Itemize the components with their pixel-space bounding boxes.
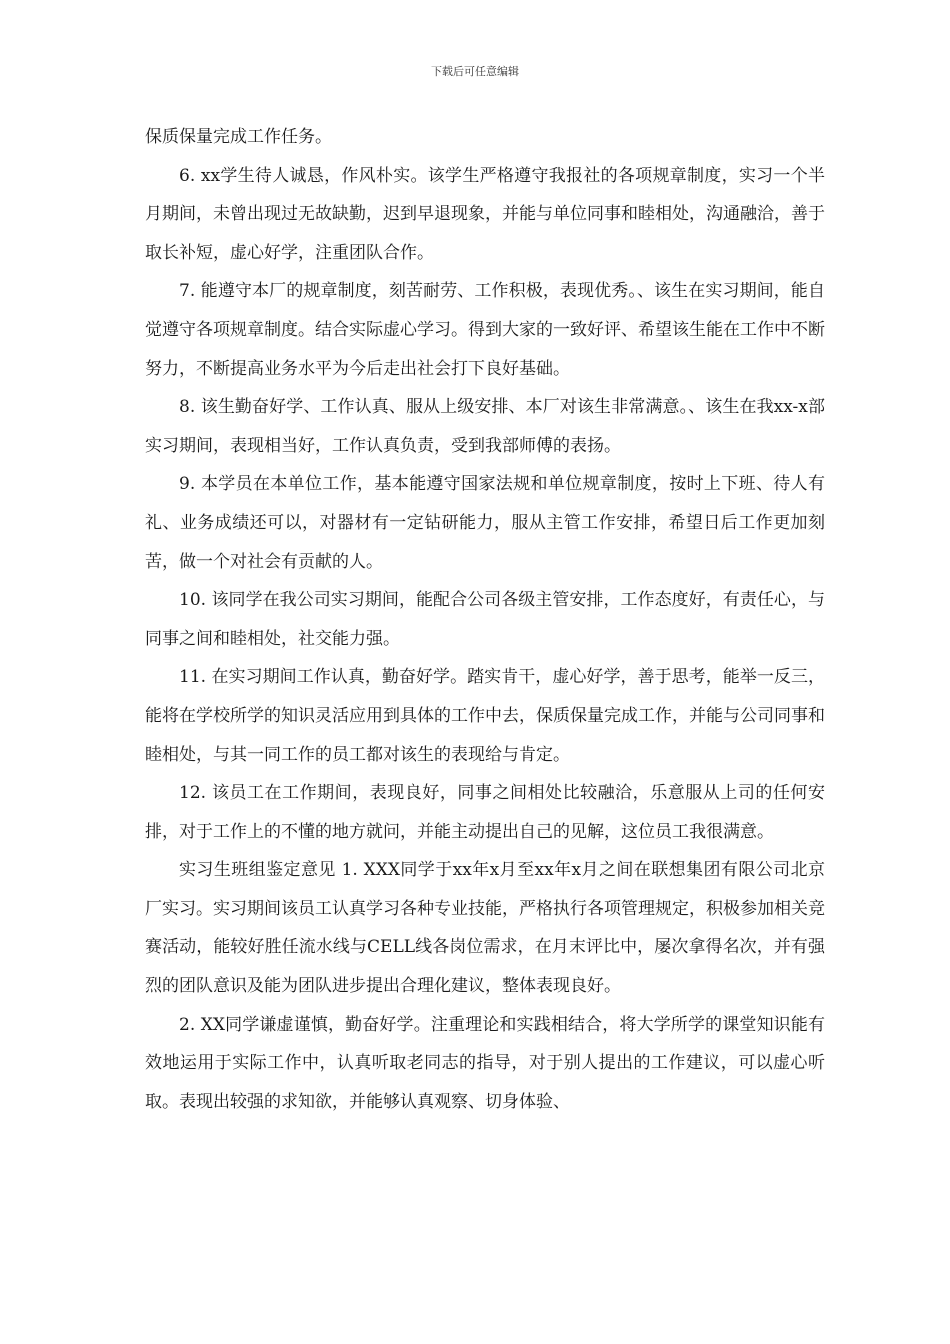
paragraph-team-opinion-1: 实习生班组鉴定意见 1. XXX同学于xx年x月至xx年x月之间在联想集团有限公司北京厂实习。实习期间该员工认真学习各种专业技能，严格执行各项管理规定，积极参加相关竞赛活动，能较好胜任流水线与CELL线各岗位需求，在月末评比中，屡次拿得名次，并有强烈的团队意识及能为团队进步提出合理化建议，整体表现良好。 (145, 860, 825, 997)
paragraph-continuation: 保质保量完成工作任务。 (145, 127, 332, 147)
paragraph-item-12: 12. 该员工在工作期间，表现良好，同事之间相处比较融洽，乐意服从上司的任何安排，对于工作上的不懂的地方就问，并能主动提出自己的见解，这位员工我很满意。 (145, 783, 825, 842)
paragraph-item-8: 8. 该生勤奋好学、工作认真、服从上级安排、本厂对该生非常满意。、该生在我xx-x部实习期间，表现相当好，工作认真负责，受到我部师傅的表扬。 (145, 397, 825, 456)
paragraph-item-11: 11. 在实习期间工作认真，勤奋好学。踏实肯干，虚心好学，善于思考，能举一反三，能将在学校所学的知识灵活应用到具体的工作中去，保质保量完成工作，并能与公司同事和睦相处，与其一同工作的员工都对该生的表现给与肯定。 (145, 667, 825, 765)
paragraph-item-10: 10. 该同学在我公司实习期间，能配合公司各级主管安排，工作态度好，有责任心，与同事之间和睦相处，社交能力强。 (145, 590, 825, 649)
paragraph-item-9: 9. 本学员在本单位工作，基本能遵守国家法规和单位规章制度，按时上下班、待人有礼、业务成绩还可以，对器材有一定钻研能力，服从主管工作安排，希望日后工作更加刻苦，做一个对社会有贡献的人。 (145, 474, 825, 572)
paragraph-team-opinion-2: 2. XX同学谦虚谨慎，勤奋好学。注重理论和实践相结合，将大学所学的课堂知识能有效地运用于实际工作中，认真听取老同志的指导，对于别人提出的工作建议，可以虚心听取。表现出较强的求知欲，并能够认真观察、切身体验、 (145, 1014, 825, 1112)
paragraph-item-6: 6. xx学生待人诚恳，作风朴实。该学生严格遵守我报社的各项规章制度，实习一个半月期间，未曾出现过无故缺勤，迟到早退现象，并能与单位同事和睦相处，沟通融洽，善于取长补短，虚心好学，注重团队合作。 (145, 165, 825, 263)
document-body (145, 118, 825, 1121)
page-header: 下载后可任意编辑 (431, 65, 519, 78)
paragraph-item-7: 7. 能遵守本厂的规章制度，刻苦耐劳、工作积极，表现优秀。、该生在实习期间，能自觉遵守各项规章制度。结合实际虚心学习。得到大家的一致好评、希望该生能在工作中不断努力，不断提高业务水平为今后走出社会打下良好基础。 (145, 281, 825, 379)
